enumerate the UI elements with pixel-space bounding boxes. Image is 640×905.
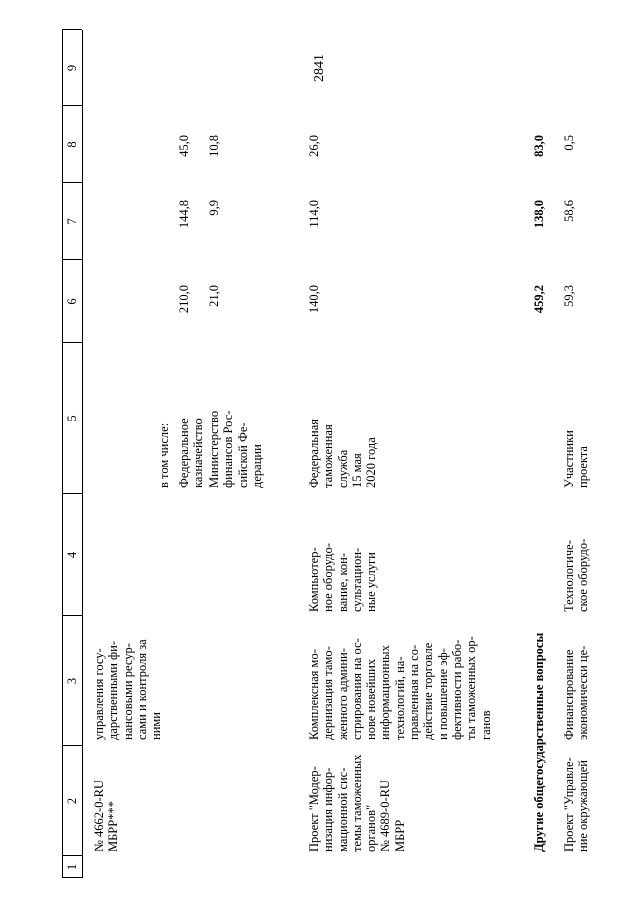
cell-procurement: Компьютер- ное оборудо- вание, кон- сультацион- ные услуги (307, 543, 379, 612)
cell-project-goal: Комплексная мо- дернизация тамо- женного админи- стрирования на ос- нове новейших информационных технологий, на- правленная на со- действие торговле и повышение эф- фективности рабо- ты таможенных ор- ганов (307, 636, 493, 740)
cell-executor-label: в том числе: (157, 422, 171, 488)
cell-value-col7: 114,0 (307, 200, 321, 228)
cell-procurement: Технологиче- ское оборудо- (562, 538, 591, 612)
cell-value-col8: 0,5 (562, 135, 576, 151)
rotated-table-sheet (62, 30, 602, 878)
cell-project-goal: управления госу- дарственными фи- нансовыми ресур- сами и контроля за ними (92, 639, 164, 740)
header-bottom-border (82, 30, 83, 878)
cell-executor: Участники проекта (562, 430, 591, 488)
cell-value-col8: 10,8 (207, 135, 221, 157)
cell-executor: Федеральное казначейство (177, 418, 206, 488)
column-header: 3 (65, 677, 79, 685)
section-total-col7: 138,0 (532, 200, 546, 229)
section-total-col6: 459,2 (532, 285, 546, 314)
column-header: 2 (65, 797, 79, 805)
column-header: 1 (65, 863, 79, 871)
column-header: 4 (65, 551, 79, 559)
cell-value-col8: 26,0 (307, 135, 321, 157)
column-header: 7 (65, 218, 79, 225)
cell-value-col6: 59,3 (562, 285, 576, 307)
cell-value-col6: 140,0 (307, 285, 321, 314)
cell-value-col7: 58,6 (562, 200, 576, 222)
page-number: 2841 (312, 54, 327, 82)
cell-project-name: Проект "Модер- низация инфор- мационной сис- темы таможенных органов" № 4689-0-RU МБРР (307, 754, 407, 852)
column-header: 5 (65, 415, 79, 422)
cell-executor: Федеральная таможенная служба 15 мая 2020 года (307, 418, 379, 488)
cell-value-col7: 9,9 (207, 200, 221, 216)
cell-value-col8: 45,0 (177, 135, 191, 157)
column-header: 6 (65, 298, 79, 305)
cell-project-name: Проект "Управле- ние окружающей (562, 757, 591, 852)
section-total-col8: 83,0 (532, 135, 546, 157)
cell-executor: Министерство финансов Рос- сийской Фе- дерации (207, 410, 264, 488)
column-header: 9 (65, 64, 79, 72)
section-title: Другие общегосударственные вопросы (532, 632, 546, 852)
cell-value-col6: 21,0 (207, 285, 221, 307)
cell-project-name: № 4662-0-RU МБРР*** (92, 780, 121, 852)
cell-value-col6: 210,0 (177, 285, 191, 314)
column-header: 8 (65, 141, 79, 148)
cell-value-col7: 144,8 (177, 200, 191, 229)
cell-project-goal: Финансирование экономически це- (562, 645, 591, 740)
